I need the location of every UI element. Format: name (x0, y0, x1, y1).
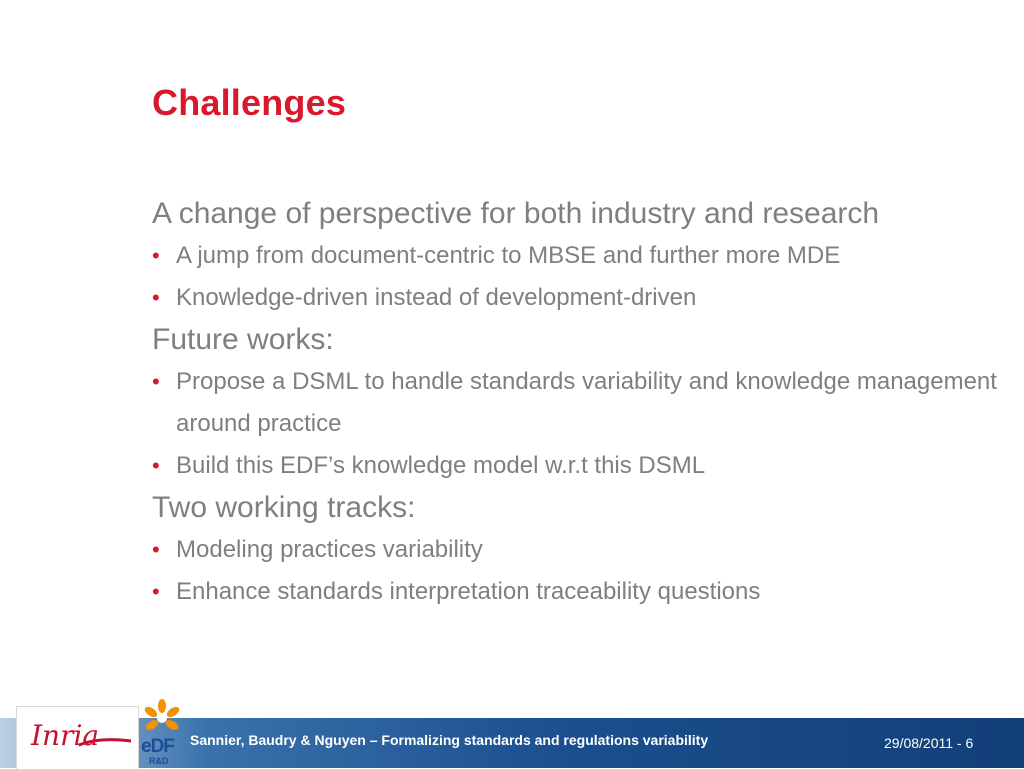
bullet-item (152, 235, 1012, 277)
footer-caption: Sannier, Baudry & Nguyen – Formalizing standards and regulations variability (190, 732, 709, 748)
bullet-icon: • (152, 579, 160, 604)
edf-flower-icon (140, 698, 184, 738)
slide-body (152, 193, 1012, 613)
bullet-text: Modeling practices variability (176, 536, 483, 563)
bullet-item (152, 277, 1012, 319)
bullet-icon: • (152, 243, 160, 268)
bullet-list (152, 361, 1012, 487)
inria-logo (16, 706, 139, 769)
footer-date-page: 29/08/2011 - 6 (884, 735, 974, 751)
section-heading: Two working tracks: (152, 491, 416, 524)
bullet-text: Build this EDF’s knowledge model w.r.t this DSML (176, 452, 706, 479)
bullet-item (152, 445, 1012, 487)
section-heading: Future works: (152, 323, 334, 356)
bullet-item (152, 571, 1012, 613)
bullet-item (152, 529, 1012, 571)
slide-title: Challenges (152, 82, 347, 123)
bullet-item (152, 361, 1012, 445)
bullet-list (152, 529, 1012, 613)
bullet-text: Enhance standards interpretation traceability questions (176, 578, 761, 605)
bullet-text: Knowledge-driven instead of development-driven (176, 284, 697, 311)
edf-logo-subtext: R&D (149, 756, 169, 766)
bullet-list (152, 235, 1012, 319)
inria-swoosh-icon (79, 735, 131, 749)
edf-logo-text: eDF (141, 736, 174, 757)
bullet-icon: • (152, 369, 160, 394)
bullet-text: A jump from document-centric to MBSE and further more MDE (176, 242, 841, 269)
bullet-icon: • (152, 285, 160, 310)
edf-logo (140, 698, 184, 768)
bullet-icon: • (152, 537, 160, 562)
section-heading: A change of perspective for both industry and research (152, 197, 880, 230)
inria-logo-text: Inria (31, 719, 100, 752)
bullet-icon: • (152, 453, 160, 478)
bullet-text: Propose a DSML to handle standards variability and knowledge management around practice (176, 368, 997, 437)
